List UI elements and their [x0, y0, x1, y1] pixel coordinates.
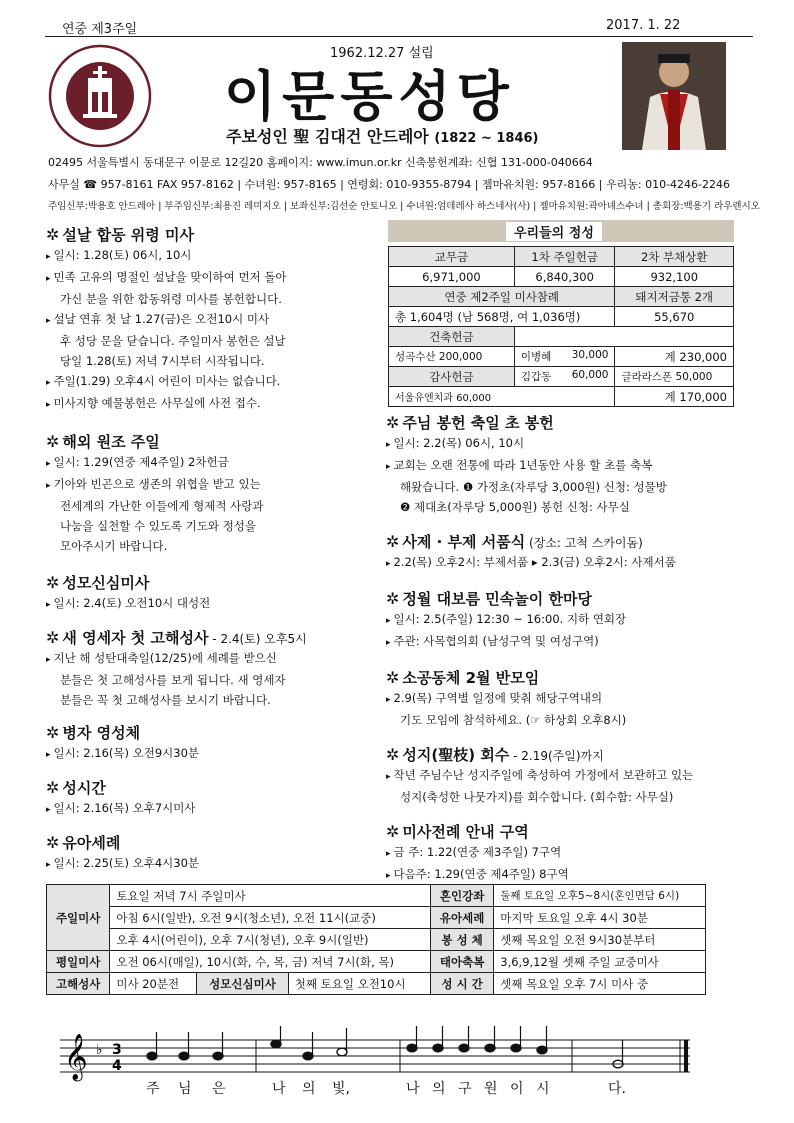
- mass-schedule-table: [46, 884, 706, 995]
- bullet-icon: ▸: [386, 871, 391, 881]
- section-title: [46, 627, 382, 648]
- donor-amount: 60,000: [456, 393, 492, 404]
- section-title-text: 병자 영성체: [62, 724, 141, 742]
- notice-text: 주일(1.29) 오후4시 어린이 미사는 없습니다.: [53, 374, 281, 388]
- notice-line: [46, 371, 382, 393]
- founded-date: 1962.12.27 설립: [330, 46, 434, 61]
- lyric-syllable: 시: [536, 1081, 550, 1097]
- notice-line: [46, 351, 382, 371]
- section-title: [386, 821, 742, 842]
- notice-section: [386, 667, 742, 730]
- notice-text: 교회는 오랜 전통에 따라 1년동안 사용 할 초를 축복: [393, 458, 653, 472]
- sunday-mass-time: 오후 4시(어린이), 오후 7시(청년), 오후 9시(일반): [110, 929, 431, 951]
- notice-text: 설날 연휴 첫 날 1.27(금)은 오전10시 미사: [53, 312, 270, 326]
- lyric-syllable: 은: [212, 1081, 226, 1097]
- church-seal-icon: [48, 44, 152, 148]
- section-title-text: 유아세례: [62, 834, 121, 852]
- notice-line: [46, 516, 382, 536]
- section-mark-icon: ✲: [46, 723, 60, 742]
- notice-line: [46, 309, 382, 331]
- notice-line: [46, 289, 382, 309]
- notice-text: 분들은 꼭 첫 고해성사를 보시기 바랍니다.: [60, 693, 271, 707]
- notice-line: [386, 710, 742, 730]
- bullet-icon: ▸: [46, 378, 51, 388]
- offering-header: 1차 주일헌금: [514, 247, 615, 267]
- donor: 글라라스폰: [621, 371, 673, 383]
- notice-line: [46, 331, 382, 351]
- note-head: [407, 1044, 417, 1052]
- weekday-mass-time: 오전 06시(매일), 10시(화, 수, 목, 금) 저녁 7시(화, 목): [110, 951, 431, 973]
- notice-text: 당일 1.28(토) 저녁 7시부터 시작됩니다.: [60, 354, 265, 368]
- section-mark-icon: ✲: [46, 628, 60, 647]
- lyric-syllable: 님: [178, 1081, 192, 1097]
- sunday-mass-label: 주일미사: [47, 885, 110, 951]
- notice-line: [386, 552, 742, 574]
- church-name: 이문동성당: [224, 65, 515, 128]
- bullet-icon: ▸: [46, 655, 51, 665]
- notice-line: [386, 497, 742, 517]
- bullet-icon: ▸: [46, 459, 51, 469]
- patron-portrait-image: [622, 42, 726, 150]
- notice-text: ❷ 제대초(자루당 5,000원) 봉헌 신청: 사무실: [400, 500, 630, 514]
- donor-amount: 50,000: [675, 371, 713, 383]
- lyric-syllable: 나: [272, 1081, 286, 1097]
- section-title: [386, 531, 742, 552]
- note-head: [271, 1040, 281, 1048]
- bullet-icon: ▸: [386, 772, 391, 782]
- lyric-syllable: 이: [510, 1081, 524, 1097]
- notice-text: 해왔습니다. ❶ 가정초(자루당 3,000원) 신청: 성물방: [400, 480, 667, 494]
- note-head: [459, 1044, 469, 1052]
- section-title-text: 해외 원조 주일: [62, 433, 160, 451]
- bullet-icon: ▸: [386, 559, 391, 569]
- bullet-icon: ▸: [46, 316, 51, 326]
- notice-line: [386, 631, 742, 653]
- notice-text: 나눔을 실천할 수 있도록 기도와 정성을: [60, 519, 257, 533]
- notice-text: 일시: 2.16(목) 오전9시30분: [53, 746, 200, 760]
- section-title: [386, 588, 742, 609]
- holy-hour-label: 성 시 간: [430, 973, 493, 995]
- section-title: [386, 412, 742, 433]
- notice-line: [386, 765, 742, 787]
- notice-section: [46, 572, 382, 615]
- notice-line: [46, 648, 382, 670]
- notice-section: [46, 722, 382, 765]
- section-title-text: 소공동체 2월 반모임: [402, 669, 540, 687]
- bullet-icon: ▸: [46, 252, 51, 262]
- sick-communion-label: 봉 성 체: [430, 929, 493, 951]
- offering-header: 교무금: [389, 247, 515, 267]
- bullet-icon: ▸: [386, 638, 391, 648]
- notice-line: [46, 245, 382, 267]
- donor: 이병혜: [520, 351, 552, 363]
- section-title: [46, 832, 382, 853]
- note-head: [213, 1052, 223, 1060]
- marian-mass-time: 첫째 토요일 오전10시: [288, 973, 430, 995]
- section-title: [386, 744, 742, 765]
- notice-text: 일시: 1.29(연중 제4주일) 2차헌금: [53, 455, 229, 469]
- bullet-icon: ▸: [46, 274, 51, 284]
- section-title: [46, 431, 382, 452]
- svg-text:♭: ♭: [96, 1042, 103, 1058]
- notice-text: 가신 분을 위한 합동위령 미사를 봉헌합니다.: [60, 292, 282, 306]
- bullet-icon: ▸: [46, 481, 51, 491]
- notice-line: [46, 690, 382, 710]
- note-head: [511, 1044, 521, 1052]
- notice-line: [46, 798, 382, 820]
- time-sig-top: 3: [112, 1042, 122, 1058]
- notice-section: [386, 588, 742, 653]
- notice-text: 분들은 첫 고해성사를 보게 됩니다. 새 영세자: [60, 673, 286, 687]
- piggy-value: 55,670: [615, 307, 734, 327]
- bullet-icon: ▸: [386, 462, 391, 472]
- note-head: [337, 1048, 347, 1056]
- lyric-syllable: 주: [146, 1081, 160, 1097]
- notice-line: [46, 593, 382, 615]
- notice-line: [46, 853, 382, 875]
- section-mark-icon: ✲: [386, 413, 400, 432]
- section-mark-icon: ✲: [46, 225, 60, 244]
- bullet-icon: ▸: [46, 860, 51, 870]
- lyric-syllable: 나: [406, 1081, 420, 1097]
- notice-text: 지난 해 성탄대축일(12/25)에 세례를 받으신: [53, 651, 277, 665]
- notice-text: 후 성당 문을 닫습니다. 주일미사 봉헌은 설날: [60, 334, 286, 348]
- lyric-syllable: 원: [484, 1081, 498, 1097]
- note-group: [147, 1026, 623, 1068]
- notice-line: [46, 536, 382, 556]
- notice-text: 전세계의 가난한 이들에게 형제적 사랑과: [60, 499, 264, 513]
- infant-baptism-label: 유아세례: [430, 907, 493, 929]
- confession-label: 고해성사: [47, 973, 110, 995]
- notice-line: [46, 452, 382, 474]
- section-mark-icon: ✲: [386, 589, 400, 608]
- offering-title: 우리들의 정성: [506, 222, 602, 241]
- season-label: 연중 제3주일: [62, 22, 138, 37]
- donor: 김갑동: [520, 371, 552, 383]
- notice-section: [46, 431, 382, 556]
- svg-text:𝄞: 𝄞: [64, 1034, 88, 1080]
- notice-line: [386, 609, 742, 631]
- notice-line: [46, 496, 382, 516]
- section-title: [46, 722, 382, 743]
- section-title-suffix: - 2.19(주일)까지: [509, 749, 604, 763]
- donor-amount: 60,000: [571, 369, 609, 381]
- notice-text: 미사지향 예물봉헌은 사무실에 사전 접수.: [53, 396, 261, 410]
- section-title-text: 성지(聖枝) 회수: [402, 746, 510, 764]
- notice-line: [386, 477, 742, 497]
- note-head: [179, 1052, 189, 1060]
- bullet-icon: ▸: [46, 805, 51, 815]
- section-mark-icon: ✲: [386, 532, 400, 551]
- issue-date: 2017. 1. 22: [606, 18, 681, 33]
- lyric-syllable: 구: [458, 1081, 472, 1097]
- marriage-class-label: 혼인강좌: [430, 885, 493, 907]
- contact-line: 사무실 ☎ 957-8161 FAX 957-8162 | 수녀원: 957-8165 | 연령회: 010-9355-8794 | 젬마유치원: 957-8166 | 우리농: 010-4246-2246: [48, 178, 730, 191]
- lyric-syllable: 빛,: [332, 1081, 350, 1097]
- offering-table: [388, 246, 734, 407]
- section-title-suffix: (장소: 고척 스카이돔): [525, 536, 643, 550]
- notice-text: 일시: 2.4(토) 오전10시 대성전: [53, 596, 211, 610]
- holy-hour-time: 셋째 목요일 오후 7시 미사 중: [494, 973, 706, 995]
- thanks-label: 감사헌금: [389, 367, 515, 387]
- section-mark-icon: ✲: [386, 745, 400, 764]
- notice-line: [46, 267, 382, 289]
- notice-text: 금 주: 1.22(연중 제3주일) 7구역: [393, 845, 562, 859]
- note-head: [147, 1052, 157, 1060]
- offering-banner: [388, 220, 734, 242]
- notice-text: 일시: 2.16(목) 오후7시미사: [53, 801, 196, 815]
- attendance-value: 총 1,604명 (남 568명, 여 1,036명): [389, 307, 615, 327]
- fetal-blessing-label: 태아축복: [430, 951, 493, 973]
- bullet-icon: ▸: [386, 849, 391, 859]
- section-mark-icon: ✲: [386, 668, 400, 687]
- staff-line: 주임신부:박용호 안드레아 | 부주임신부:최용진 레미지오 | 보좌신부:김선순 안토니오 | 수녀원:엄데레사 하스네사(사) | 젬마유치원:곽아녜스수녀 | 총회장:백용기 라우렌시오: [48, 201, 760, 212]
- notice-section: [46, 627, 382, 710]
- marriage-class-time: 둘째 토요일 오후5~8시(혼인면담 6시): [494, 885, 706, 907]
- top-rule: [45, 36, 753, 37]
- section-title: [46, 572, 382, 593]
- donor: 성곡수산: [395, 351, 436, 363]
- section-title-text: 정월 대보름 민속놀이 한마당: [402, 590, 592, 608]
- offering-header: 2차 부채상환: [615, 247, 734, 267]
- building-total: 계 230,000: [615, 347, 734, 367]
- offering-value: 6,971,000: [389, 267, 515, 287]
- notice-section: [46, 832, 382, 875]
- lyric-syllable: 의: [432, 1081, 446, 1097]
- lyric-syllable: 다.: [608, 1081, 626, 1097]
- offering-value: 932,100: [615, 267, 734, 287]
- notice-text: 모아주시기 바랍니다.: [60, 539, 168, 553]
- notice-text: 주관: 사목협의회 (남성구역 및 여성구역): [393, 634, 599, 648]
- patron-years: (1822 ~ 1846): [434, 131, 539, 146]
- infant-baptism-time: 마지막 토요일 오후 4시 30분: [494, 907, 706, 929]
- notice-line: [386, 455, 742, 477]
- notice-section: [46, 777, 382, 820]
- notice-text: 2.2(목) 오후2시: 부제서품 ▸ 2.3(금) 오후2시: 사제서품: [393, 555, 676, 569]
- confession-time: 미사 20분전: [110, 973, 197, 995]
- notice-line: [46, 474, 382, 496]
- notice-section: [46, 224, 382, 415]
- notice-section: [386, 531, 742, 574]
- notice-section: [386, 412, 742, 517]
- section-title: [46, 224, 382, 245]
- notice-line: [386, 787, 742, 807]
- section-title-text: 새 영세자 첫 고해성사: [62, 629, 209, 647]
- notice-text: 일시: 2.5(주일) 12:30 ~ 16:00. 지하 연회장: [393, 612, 627, 626]
- piggy-label: 돼지저금통 2개: [615, 287, 734, 307]
- note-head: [485, 1044, 495, 1052]
- bullet-icon: ▸: [386, 440, 391, 450]
- donor-amount: 200,000: [438, 351, 483, 363]
- bullet-icon: ▸: [386, 695, 391, 705]
- bullet-icon: ▸: [46, 400, 51, 410]
- notice-text: 작년 주님수난 성지주일에 축성하여 가정에서 보관하고 있는: [393, 768, 694, 782]
- notice-line: [386, 433, 742, 455]
- offering-value: 6,840,300: [514, 267, 615, 287]
- note-head: [303, 1052, 313, 1060]
- donor: 서울유엔치과: [395, 393, 453, 404]
- section-title: [386, 667, 742, 688]
- fetal-blessing-time: 3,6,9,12월 셋째 주일 교중미사: [494, 951, 706, 973]
- notice-text: 일시: 1.28(토) 06시, 10시: [53, 248, 192, 262]
- patron-name: 주보성인 聖 김대건 안드레아: [226, 127, 429, 146]
- address-line: 02495 서울특별시 동대문구 이문로 12길20 홈페이지: www.imun.or.kr 신축봉헌계좌: 신협 131-000-040664: [48, 156, 593, 169]
- note-head: [433, 1044, 443, 1052]
- notice-section: [386, 744, 742, 807]
- section-title-text: 미사전례 안내 구역: [402, 823, 529, 841]
- building-label: 건축헌금: [389, 327, 515, 347]
- lyrics-line: [60, 1078, 700, 1102]
- bullet-icon: ▸: [46, 600, 51, 610]
- notice-section: [386, 821, 742, 886]
- bullet-icon: ▸: [46, 750, 51, 760]
- marian-mass-label: 성모신심미사: [197, 973, 288, 995]
- section-title-suffix: - 2.4(토) 오후5시: [208, 632, 307, 646]
- section-title: [46, 777, 382, 798]
- music-staff: [60, 1026, 700, 1086]
- notice-text: 성지(축성한 나뭇가지)를 회수합니다. (회수함: 사무실): [400, 790, 674, 804]
- sunday-mass-time: 아침 6시(일반), 오전 9시(청소년), 오전 11시(교중): [110, 907, 431, 929]
- bullet-icon: ▸: [386, 616, 391, 626]
- notice-text: 기아와 빈곤으로 생존의 위협을 받고 있는: [53, 477, 261, 491]
- section-mark-icon: ✲: [46, 833, 60, 852]
- notice-text: 다음주: 1.29(연중 제4주일) 8구역: [393, 867, 569, 881]
- notice-line: [386, 842, 742, 864]
- sunday-mass-time: 토요일 저녁 7시 주일미사: [110, 885, 431, 907]
- sick-communion-time: 셋째 목요일 오전 9시30분부터: [494, 929, 706, 951]
- left-column: [46, 224, 382, 875]
- weekday-mass-label: 평일미사: [47, 951, 110, 973]
- notice-line: [386, 688, 742, 710]
- section-mark-icon: ✲: [386, 822, 400, 841]
- section-mark-icon: ✲: [46, 432, 60, 451]
- notice-text: 일시: 2.2(목) 06시, 10시: [393, 436, 525, 450]
- notice-text: 민족 고유의 명절인 설날을 맞이하여 먼저 돌아: [53, 270, 287, 284]
- notice-line: [46, 670, 382, 690]
- thanks-total: 계 170,000: [615, 387, 734, 407]
- notice-line: [46, 743, 382, 765]
- note-head: [537, 1046, 547, 1054]
- section-title-text: 성모신심미사: [62, 574, 150, 592]
- notice-text: 2.9(목) 구역별 일정에 맞춰 해당구역내의: [393, 691, 603, 705]
- section-title-text: 성시간: [62, 779, 106, 797]
- time-sig-bottom: 4: [112, 1058, 122, 1074]
- lyric-syllable: 의: [302, 1081, 316, 1097]
- attendance-label: 연중 제2주일 미사참례: [389, 287, 615, 307]
- notice-text: 일시: 2.25(토) 오후4시30분: [53, 856, 200, 870]
- notice-line: [386, 864, 742, 886]
- section-title-text: 사제 · 부제 서품식: [402, 533, 526, 551]
- right-column: [386, 412, 742, 886]
- notice-text: 기도 모임에 참석하세요. (☞ 하상회 오후8시): [400, 713, 627, 727]
- notice-line: [46, 393, 382, 415]
- section-title-text: 주님 봉헌 축일 초 봉헌: [402, 414, 554, 432]
- section-title-text: 설날 합동 위령 미사: [62, 226, 194, 244]
- section-mark-icon: ✲: [46, 573, 60, 592]
- donor-amount: 30,000: [571, 349, 609, 361]
- section-mark-icon: ✲: [46, 778, 60, 797]
